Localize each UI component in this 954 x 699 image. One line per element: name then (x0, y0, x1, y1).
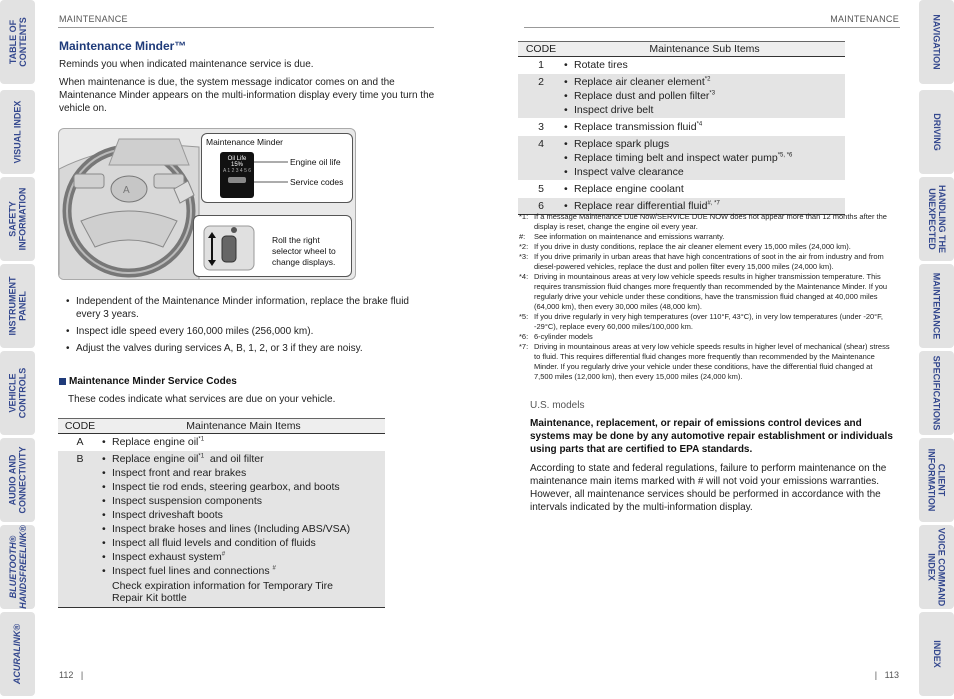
display-oil-life-label: Oil Life (227, 156, 247, 162)
chapter-tab-label: DRIVING (931, 113, 942, 151)
service-codes-heading: Maintenance Minder Service Codes (59, 376, 237, 387)
list-item: • Replace engine coolant (564, 182, 845, 196)
footnote: *3: If you drive primarily in urban areas that have high concentrations of soot in the air from industry and from diesel-powered vehicles, replace the dust and pollen filter every 15,000 miles (24,000 km). (519, 252, 884, 271)
chapter-tab[interactable] (0, 438, 35, 522)
chapter-tab-label: CLIENT INFORMATION (926, 448, 947, 512)
us-models-heading: U.S. models (530, 400, 585, 411)
table-row (518, 119, 845, 136)
chapter-tab[interactable] (919, 264, 954, 348)
list-item: • Replace rear differential fluid$^{\#, *7}$ (564, 199, 845, 213)
list-item: • Adjust the valves during services A, B, 1, 2, or 3 if they are noisy. (66, 342, 431, 355)
chapter-tab[interactable] (919, 177, 954, 261)
chapter-tab[interactable] (919, 525, 954, 609)
chapter-tab[interactable] (0, 525, 35, 609)
footnote: *2: If you drive in dusty conditions, replace the air cleaner element every 15,000 miles (24,000 km). (519, 242, 851, 251)
chapter-tab[interactable] (0, 612, 35, 696)
chapter-tab[interactable] (0, 351, 35, 435)
maintenance-notes-list (66, 295, 431, 359)
oil-can-icon (228, 177, 246, 183)
selector-wheel-icon (200, 222, 260, 272)
list-item: • Inspect brake hoses and lines (Including ABS/VSA) (102, 522, 385, 536)
chapter-tab[interactable] (0, 90, 35, 174)
list-item: • Inspect all fluid levels and condition of fluids (102, 536, 385, 550)
footnote: *1: If a message Maintenance Due Now/SERVICE DUE NOW does not appear more than 12 months after the display is reset, change the engine oil every year. (519, 212, 887, 231)
list-item: • Replace dust and pollen filter$^{*3}$ (564, 89, 845, 103)
footnote: *4: Driving in mountainous areas at very low vehicle speeds results in higher transmission temperature. This requires transmission fluid changes more frequently than recommended by the Maintenance Minder. If you regularly drive your vehicle under these conditions, have the transmission fluid changed at 40,000 miles (64,000 km), then every 30,000 miles (48,000 km). (519, 272, 888, 311)
list-item: • Inspect suspension components (102, 494, 385, 508)
emissions-warranty-paragraph: According to state and federal regulations, failure to perform maintenance on the maintenance main items marked with # will not void your emissions warranties. However, all maintenance services should be performed in accordance with the intervals indicated by the multi-information display. (530, 463, 887, 513)
code-cell: A (76, 436, 84, 448)
list-item: • Replace timing belt and inspect water pump$^{*5, *6}$ (564, 151, 845, 165)
service-codes-label: Service codes (290, 177, 344, 187)
chapter-tab-label: NAVIGATION (931, 14, 942, 70)
code-cell: 5 (518, 181, 564, 198)
code-cell: 2 (518, 74, 564, 119)
dashboard-illustration (58, 128, 356, 280)
chapter-tab-label: MAINTENANCE (931, 272, 942, 340)
table-row (518, 74, 845, 119)
footnotes (519, 212, 891, 382)
chapter-tab[interactable] (919, 90, 954, 174)
list-item: • Rotate tires (564, 58, 845, 72)
main-table-code-header: CODE (58, 419, 102, 434)
section-marker-icon (59, 378, 66, 385)
chapter-tab[interactable] (919, 612, 954, 696)
display-service-codes: A 1 2 3 4 5 6 (222, 168, 252, 174)
chapter-tab[interactable] (0, 0, 35, 84)
footnote: *7: Driving in mountainous areas at very low vehicle speeds results in higher level of mechanical (shear) stress to fluid. This requires differential fluid changes more frequently than recommended by the Maintenance Minder. If you regularly drive your vehicle under these conditions, have the differential fluid changed at 7,500 miles (12,000 km), then every 15,000 miles (24,000 km). (519, 342, 890, 381)
table-row (518, 136, 845, 181)
header-rule-left (58, 27, 434, 28)
svg-text:A: A (123, 185, 130, 196)
chapter-tab-label: HANDLING THE UNEXPECTED (926, 185, 947, 253)
list-item: • Replace spark plugs (564, 137, 845, 151)
list-item: • Inspect drive belt (564, 103, 845, 117)
chapter-tab-label: VISUAL INDEX (12, 100, 23, 164)
footnote: #: See information on maintenance and emissions warranty. (519, 232, 725, 241)
chapter-tab-label: SAFETY INFORMATION (7, 187, 28, 251)
code-cell: 3 (518, 119, 564, 136)
chapter-tab-label: BLUETOOTH® HANDSFREELINK® (7, 525, 28, 609)
footnote: *6: 6-cylinder models (519, 332, 593, 341)
sub-table-items-header: Maintenance Sub Items (564, 42, 845, 57)
page-title: Maintenance Minder™ (59, 39, 187, 53)
chapter-tab-label: VEHICLE CONTROLS (7, 367, 28, 419)
sub-items-table (518, 41, 845, 215)
service-codes-intro: These codes indicate what services are due on your vehicle. (68, 394, 336, 405)
chapter-tab-label: SPECIFICATIONS (931, 355, 942, 431)
sub-table-code-header: CODE (518, 42, 564, 57)
main-table-items-header: Maintenance Main Items (102, 419, 385, 434)
list-item: • Inspect valve clearance (564, 165, 845, 179)
chapter-tab-label: INDEX (931, 640, 942, 668)
display-oil-life-value: 15% (230, 162, 243, 168)
header-rule-right (524, 27, 900, 28)
table-row (58, 434, 385, 451)
maintenance-minder-callout (201, 133, 353, 203)
page-number-right: | 113 (874, 670, 899, 680)
running-head-left: MAINTENANCE (59, 14, 128, 24)
code-cell: 4 (518, 136, 564, 181)
code-cell: 6 (518, 198, 564, 215)
table-row (58, 451, 385, 608)
chapter-tab[interactable] (0, 177, 35, 261)
list-item: • Inspect driveshaft boots (102, 508, 385, 522)
table-row (518, 181, 845, 198)
roll-selector-label: Roll the right selector wheel to change displays. (272, 235, 336, 267)
list-item: • Replace transmission fluid$^{*4}$ (564, 120, 845, 134)
chapter-tab-label: AUDIO AND CONNECTIVITY (7, 446, 28, 514)
list-item: • Inspect idle speed every 160,000 miles (256,000 km). (66, 325, 431, 338)
list-item: • Replace engine oil$^{*1}$ and oil filter (102, 452, 385, 466)
list-item: • Inspect tie rod ends, steering gearbox, and boots (102, 480, 385, 494)
list-item: • Inspect exhaust system# (102, 550, 385, 564)
chapter-tab[interactable] (919, 438, 954, 522)
list-item: • Inspect fuel lines and connections # (102, 564, 385, 578)
callout-title: Maintenance Minder (206, 137, 284, 147)
list-item: • Inspect front and rear brakes (102, 466, 385, 480)
chapter-tab[interactable] (0, 264, 35, 348)
chapter-tab-label: INSTRUMENT PANEL (7, 276, 28, 336)
page-number-left: 112 | (59, 670, 84, 680)
tire-repair-kit-note: Check expiration information for Temporary Tire Repair Kit bottle (112, 580, 333, 604)
selector-wheel-callout (193, 215, 352, 277)
table-row (518, 57, 845, 74)
footnote: *5: If you drive regularly in very high temperatures (over 110°F, 43°C), in very low temperatures (under -20°F, -29°C), replace every 60,000 miles/100,000 km. (519, 312, 884, 331)
code-cell: B (58, 451, 102, 608)
list-item: • Replace air cleaner element$^{*2}$ (564, 75, 845, 89)
chapter-tab-label: ACURALINK® (12, 623, 23, 685)
main-items-table (58, 418, 385, 608)
chapter-tab[interactable] (919, 351, 954, 435)
code-cell: 1 (538, 59, 544, 71)
intro-paragraph-1: Reminds you when indicated maintenance service is due. (59, 59, 314, 70)
emissions-bold-paragraph: Maintenance, replacement, or repair of emissions control devices and systems may be done by any automotive repair establishment or individuals using parts that are certified to EPA standards. (530, 418, 893, 455)
list-item: • Independent of the Maintenance Minder information, replace the brake fluid every 3 years. (66, 295, 431, 321)
list-item: • Replace engine oil$^{*1}$ (102, 435, 385, 449)
chapter-tab-label: TABLE OF CONTENTS (7, 17, 28, 67)
engine-oil-life-label: Engine oil life (290, 157, 341, 167)
callout-leader-lines (254, 134, 294, 204)
chapter-tab-label: VOICE COMMAND INDEX (926, 527, 947, 607)
intro-paragraph-2: When maintenance is due, the system message indicator comes on and the Maintenance Minder appears on the multi-information display every time you turn the vehicle on. (59, 77, 435, 114)
multi-information-display (220, 152, 254, 198)
chapter-tab[interactable] (919, 0, 954, 84)
running-head-right: MAINTENANCE (830, 14, 899, 24)
